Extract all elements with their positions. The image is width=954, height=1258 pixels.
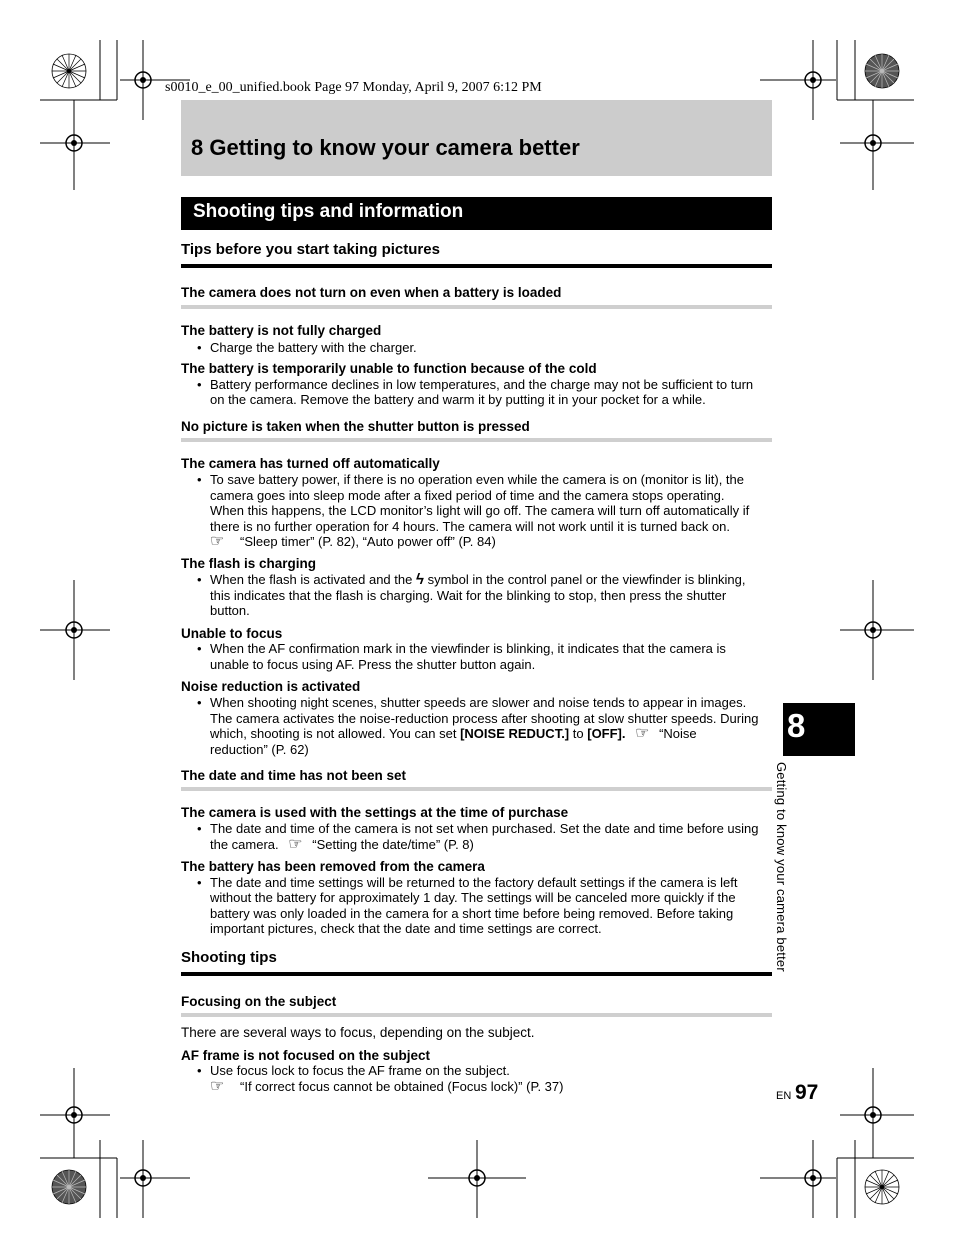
bullet: • bbox=[197, 572, 202, 587]
bullet: • bbox=[197, 340, 202, 355]
bullet: • bbox=[197, 472, 202, 487]
body-line: Use focus lock to focus the AF frame on the subject. bbox=[210, 1063, 510, 1078]
body-text: which, shooting is not allowed. You can set bbox=[210, 726, 457, 741]
issue-heading: Unable to focus bbox=[181, 626, 283, 641]
body-line bbox=[210, 837, 474, 852]
issue-heading: AF frame is not focused on the subject bbox=[181, 1048, 431, 1063]
issue-heading: Noise reduction is activated bbox=[181, 679, 361, 694]
issue-heading: The camera has turned off automatically bbox=[181, 456, 440, 471]
body-line bbox=[210, 726, 697, 741]
body-line: Charge the battery with the charger. bbox=[210, 340, 417, 355]
reference-line bbox=[210, 1079, 563, 1094]
bullet: • bbox=[197, 875, 202, 890]
chapter-title: 8 Getting to know your camera better bbox=[191, 135, 580, 160]
divider bbox=[181, 264, 772, 268]
reference-icon: ☞ bbox=[210, 533, 225, 550]
issue-heading: The battery is not fully charged bbox=[181, 323, 382, 338]
bullet: • bbox=[197, 1063, 202, 1078]
body-line bbox=[210, 572, 746, 587]
intro-text: There are several ways to focus, depending on the subject. bbox=[181, 1025, 535, 1040]
reference-line bbox=[210, 534, 496, 549]
issue-heading: The battery is temporarily unable to function because of the cold bbox=[181, 361, 597, 376]
divider bbox=[181, 787, 772, 791]
bullet: • bbox=[197, 641, 202, 656]
reference-text: “Sleep timer” (P. 82), “Auto power off” (P. 84) bbox=[240, 534, 496, 549]
bullet: • bbox=[197, 377, 202, 392]
issue-heading: The camera is used with the settings at the time of purchase bbox=[181, 805, 569, 820]
subsection-title: Shooting tips bbox=[181, 949, 277, 966]
body-line: important pictures, check that the date and time settings are correct. bbox=[210, 921, 602, 936]
page-number: 97 bbox=[795, 1081, 819, 1104]
reference-text: “If correct focus cannot be obtained (Focus lock)” (P. 37) bbox=[240, 1079, 564, 1094]
body-line: battery was only loaded in the camera for a short time before being removed. Before taking bbox=[210, 906, 734, 921]
body-line: unable to focus using AF. Press the shutter button again. bbox=[210, 657, 536, 672]
divider bbox=[181, 972, 772, 976]
body-line: When this happens, the LCD monitor’s light will go off. The camera will turn off automatically if bbox=[210, 503, 750, 518]
bullet: • bbox=[197, 821, 202, 836]
body-line: When shooting night scenes, shutter speeds are slower and noise tends to appear in images. bbox=[210, 695, 747, 710]
body-line: The date and time of the camera is not set when purchased. Set the date and time before using bbox=[210, 821, 759, 836]
file-header: s0010_e_00_unified.book Page 97 Monday, April 9, 2007 6:12 PM bbox=[165, 80, 542, 95]
topic-title: No picture is taken when the shutter button is pressed bbox=[181, 419, 530, 434]
flash-icon: ϟ bbox=[415, 571, 424, 588]
setting-value: [OFF]. bbox=[587, 726, 626, 741]
body-line: reduction” (P. 62) bbox=[210, 742, 309, 757]
reference-icon: ☞ bbox=[210, 1078, 225, 1095]
body-line: this indicates that the flash is charging. Wait for the blinking to stop, then press the shutter bbox=[210, 588, 727, 603]
issue-heading: The battery has been removed from the camera bbox=[181, 859, 485, 874]
body-line: The date and time settings will be returned to the factory default settings if the camera is left bbox=[210, 875, 738, 890]
body-line: To save battery power, if there is no operation even while the camera is on (monitor is lit), the bbox=[210, 472, 744, 487]
section-title: Shooting tips and information bbox=[193, 201, 464, 222]
reference-text: “Setting the date/time” (P. 8) bbox=[312, 837, 474, 852]
body-text: the camera. bbox=[210, 837, 279, 852]
body-line: without the battery for approximately 1 day. The settings will be canceled more quickly if the bbox=[210, 890, 736, 905]
chapter-side-label: Getting to know your camera better bbox=[774, 762, 789, 972]
reference-text: “Noise bbox=[659, 726, 697, 741]
body-line: When the AF confirmation mark in the viewfinder is blinking, it indicates that the camera is bbox=[210, 641, 726, 656]
body-line: camera goes into sleep mode after a fixed period of time and the camera stops operating. bbox=[210, 488, 725, 503]
topic-title: The date and time has not been set bbox=[181, 768, 407, 783]
reference-icon: ☞ bbox=[288, 836, 303, 853]
body-line: there is no further operation for 4 hours. The camera will not work until it is turned back on. bbox=[210, 519, 731, 534]
divider bbox=[181, 305, 772, 309]
bullet: • bbox=[197, 695, 202, 710]
body-line: button. bbox=[210, 603, 250, 618]
body-text: to bbox=[572, 726, 584, 741]
reference-icon: ☞ bbox=[635, 725, 650, 742]
issue-heading: The flash is charging bbox=[181, 556, 317, 571]
body-line: The camera activates the noise-reduction process after shooting at slow shutter speeds. During bbox=[210, 711, 759, 726]
divider bbox=[181, 1013, 772, 1017]
body-text: When the flash is activated and the bbox=[210, 572, 413, 587]
chapter-tab-number: 8 bbox=[787, 707, 806, 744]
subsection-title: Tips before you start taking pictures bbox=[181, 241, 440, 258]
page-language: EN bbox=[776, 1090, 792, 1102]
divider bbox=[181, 438, 772, 442]
setting-name: [NOISE REDUCT.] bbox=[460, 726, 570, 741]
body-line: Battery performance declines in low temperatures, and the charge may not be sufficient to turn bbox=[210, 377, 754, 392]
body-text: symbol in the control panel or the viewfinder is blinking, bbox=[427, 572, 746, 587]
topic-title: Focusing on the subject bbox=[181, 994, 337, 1009]
topic-title: The camera does not turn on even when a battery is loaded bbox=[181, 285, 562, 300]
body-line: on the camera. Remove the battery and warm it by putting it in your pocket for a while. bbox=[210, 392, 706, 407]
